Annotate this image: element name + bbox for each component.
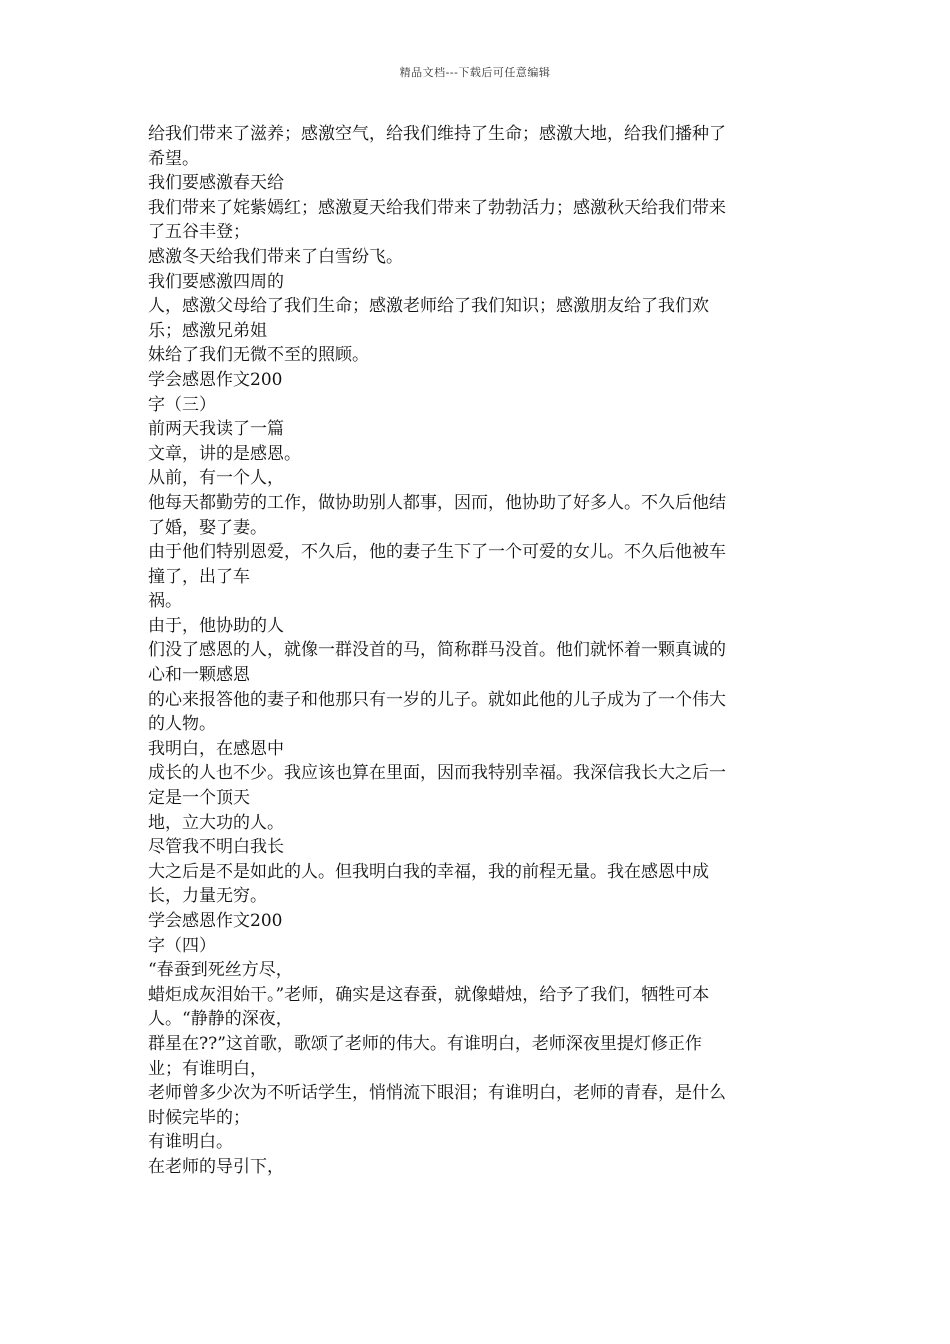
- text-line: 在老师的导引下，: [148, 1156, 284, 1177]
- text-line: 学会感恩作文200: [148, 911, 283, 931]
- text-line: 希望。: [148, 148, 199, 169]
- text-line: 撞了，出了车: [148, 566, 250, 587]
- text-line: 尽管我不明白我长: [148, 837, 284, 858]
- text-line: 了五谷丰登；: [148, 222, 250, 243]
- text-line: 蜡炬成灰泪始干。”老师，确实是这春蚕，就像蜡烛，给予了我们，牺牲可本: [148, 984, 710, 1005]
- text-line: 时候完毕的；: [148, 1107, 250, 1128]
- text-line: 人。“静静的深夜，: [148, 1009, 293, 1030]
- text-line: 大之后是不是如此的人。但我明白我的幸福，我的前程无量。我在感恩中成: [148, 861, 709, 882]
- page-header: 精品文档---下载后可任意编辑: [399, 66, 551, 79]
- text-line: 字（三）: [148, 394, 216, 415]
- text-line: 学会感恩作文200: [148, 369, 283, 390]
- text-line: 感激冬天给我们带来了白雪纷飞。: [148, 246, 403, 267]
- text-line: 有谁明白。: [148, 1132, 233, 1153]
- text-line: 定是一个顶天: [148, 788, 250, 809]
- text-line: 成长的人也不少。我应该也算在里面，因而我特别幸福。我深信我长大之后一: [148, 763, 726, 784]
- text-line: 人，感激父母给了我们生命；感激老师给了我们知识；感激朋友给了我们欢: [148, 296, 709, 317]
- text-line: 地，立大功的人。: [148, 812, 284, 833]
- text-line: 由于他们特别恩爱，不久后，他的妻子生下了一个可爱的女儿。不久后他被车: [148, 542, 726, 563]
- text-line: 了婚，娶了妻。: [148, 517, 267, 538]
- text-line: 由于，他协助的人: [148, 615, 284, 636]
- text-line: 业；有谁明白，: [148, 1058, 267, 1079]
- text-line: 我们带来了姹紫嫣红；感激夏天给我们带来了勃勃活力；感激秋天给我们带来: [148, 197, 726, 218]
- text-line: 妹给了我们无微不至的照顾。: [148, 345, 369, 366]
- text-line: 长，力量无穷。: [148, 886, 267, 907]
- text-line: 给我们带来了滋养；感激空气，给我们维持了生命；感激大地，给我们播种了: [148, 124, 726, 144]
- text-line: 我们要感激春天给: [148, 173, 284, 194]
- text-line: 我们要感激四周的: [148, 271, 284, 292]
- document-body: [148, 122, 803, 1180]
- text-line: 老师曾多少次为不听话学生，悄悄流下眼泪；有谁明白，老师的青春，是什么: [148, 1083, 726, 1104]
- text-line: 祸。: [148, 591, 182, 612]
- text-line: “春蚕到死丝方尽，: [148, 960, 293, 981]
- text-line: 们没了感恩的人，就像一群没首的马，简称群马没首。他们就怀着一颗真诚的: [148, 640, 726, 661]
- text-line: 他每天都勤劳的工作，做协助别人都事，因而，他协助了好多人。不久后他结: [148, 492, 726, 513]
- text-line: 字（四）: [148, 935, 216, 956]
- text-line: 群星在??”这首歌，歌颂了老师的伟大。有谁明白，老师深夜里提灯修正作: [148, 1033, 702, 1054]
- text-line: 的人物。: [148, 714, 216, 735]
- text-line: 文章，讲的是感恩。: [148, 443, 301, 464]
- text-line: 前两天我读了一篇: [148, 419, 284, 440]
- text-line: 从前，有一个人，: [148, 468, 284, 489]
- text-line: 的心来报答他的妻子和他那只有一岁的儿子。就如此他的儿子成为了一个伟大: [148, 689, 726, 710]
- text-line: 乐；感激兄弟姐: [148, 320, 267, 341]
- text-line: 心和一颗感恩: [148, 665, 250, 686]
- text-line: 我明白，在感恩中: [148, 738, 284, 759]
